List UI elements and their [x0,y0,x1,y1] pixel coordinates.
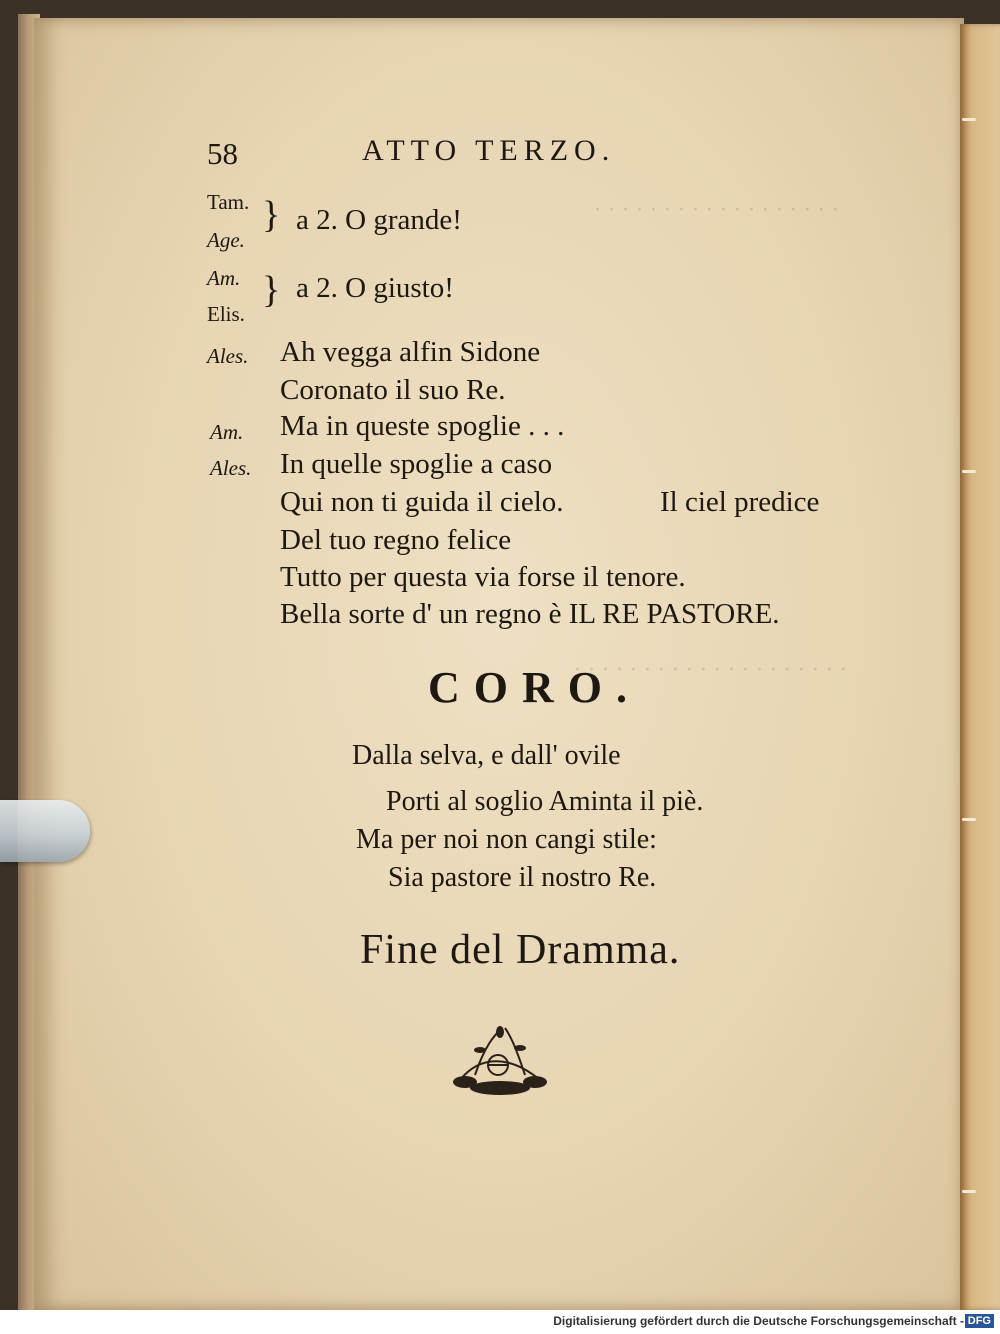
speaker-ales: Ales. [210,456,252,480]
show-through-text: · · · · · · · · · · · · · · · · · · [594,198,839,223]
binding-thread [962,470,976,473]
binding-thread [962,818,976,821]
page-number: 58 [207,136,238,171]
floral-vignette [440,1020,560,1100]
verse-line: Ma in queste spoglie . . . [280,410,565,442]
verse-line: Il ciel predice [660,486,820,518]
facing-page-edge [960,24,1000,1310]
verse-line: Tutto per questa via forse il tenore. [280,561,686,593]
verse-line: Coronato il suo Re. [280,374,506,406]
end-title: Fine del Dramma. [360,927,681,973]
section-heading: CORO. [428,663,641,712]
page-clip [0,800,90,862]
speaker-ales: Ales. [207,344,249,368]
binding-thread [962,1190,976,1193]
funding-credit: Digitalisierung gefördert durch die Deutsche Forschungsgemeinschaft - [553,1314,964,1328]
verse-line: Del tuo regno felice [280,524,512,556]
verse-line: Qui non ti guida il cielo. [280,486,564,518]
show-through-text: · · · · · · · · · · · · · · · · · · · · [574,658,847,683]
chorus-line: Porti al soglio Aminta il piè. [386,786,704,817]
speaker-tam: Tam. [207,190,250,214]
duet-line-1: a 2. O grande! [296,204,462,236]
speaker-am: Am. [207,266,241,290]
binding-thread [962,118,976,121]
dfg-logo: DFG [965,1314,994,1328]
speaker-elis: Elis. [207,302,245,326]
speaker-am: Am. [210,420,244,444]
brace: } [262,194,281,236]
brace: } [262,269,281,311]
footer-bar [0,1310,1000,1334]
verse-line: Bella sorte d' un regno è IL RE PASTORE. [280,598,780,630]
running-title: ATTO TERZO. [362,134,616,167]
speaker-age: Age. [207,228,245,252]
verse-line: Ah vegga alfin Sidone [280,336,541,368]
chorus-line: Sia pastore il nostro Re. [388,862,657,893]
chorus-line: Dalla selva, e dall' ovile [352,740,621,771]
duet-line-2: a 2. O giusto! [296,272,454,304]
chorus-line: Ma per noi non cangi stile: [356,824,657,855]
verse-line: In quelle spoglie a caso [280,448,553,480]
